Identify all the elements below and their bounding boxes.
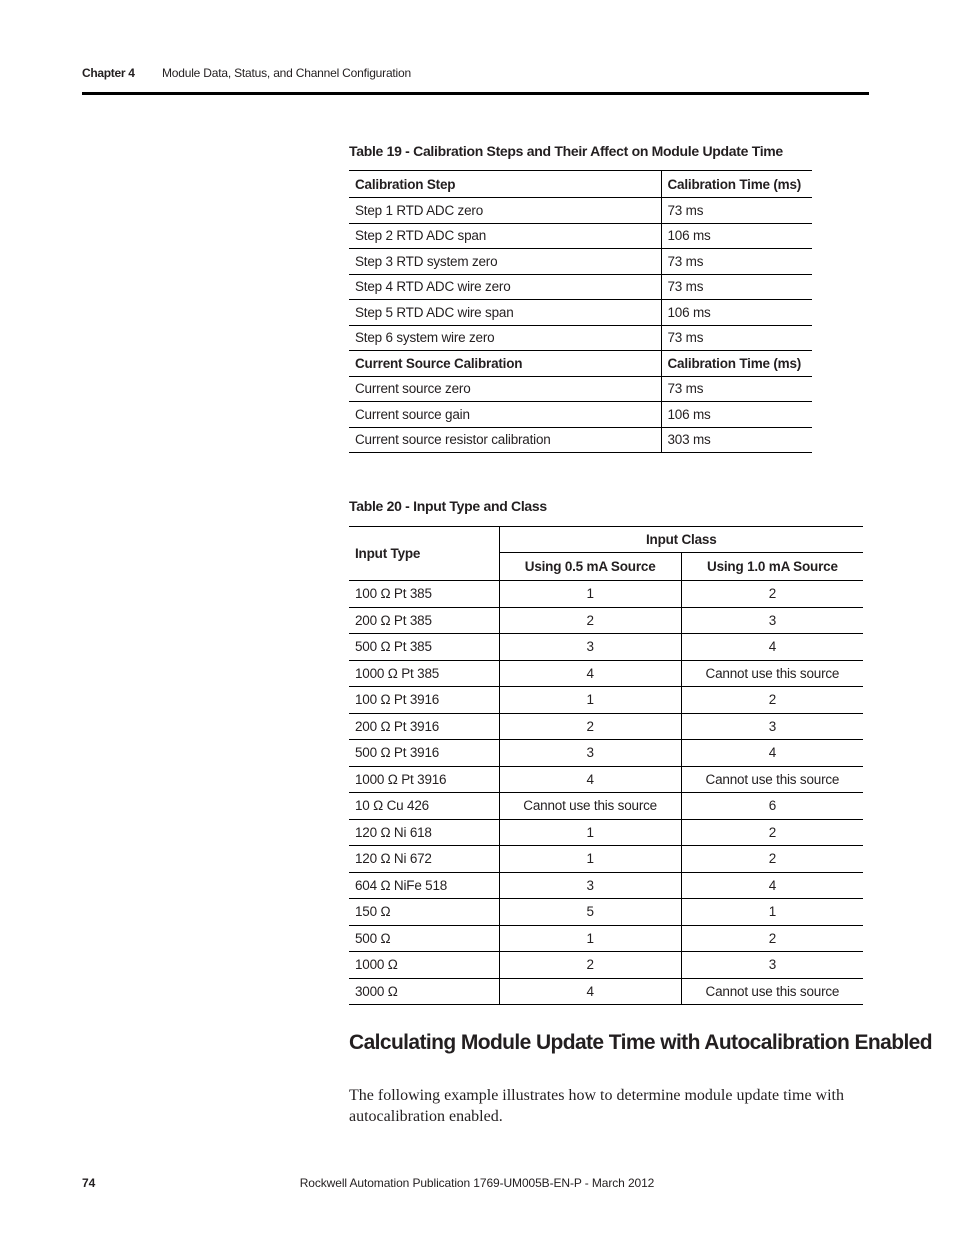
table-row — [349, 325, 812, 351]
table-cell: 1000 Ω Pt 385 — [349, 660, 499, 687]
table-cell: 1 — [499, 819, 681, 846]
table-cell: 4 — [499, 766, 681, 793]
table-row — [349, 300, 812, 326]
table-row — [349, 607, 863, 634]
table-cell: 106 ms — [661, 223, 812, 249]
table-cell: Step 5 RTD ADC wire span — [349, 300, 661, 326]
table-cell: 73 ms — [661, 274, 812, 300]
table-row — [349, 952, 863, 979]
column-header-input-class: Input Class — [499, 527, 863, 553]
table-cell: Cannot use this source — [681, 766, 863, 793]
table-cell: 100 Ω Pt 385 — [349, 581, 499, 608]
table-cell: 2 — [681, 846, 863, 873]
table-cell: 1 — [681, 899, 863, 926]
table-cell: 4 — [681, 872, 863, 899]
table-cell: Current source zero — [349, 376, 661, 402]
table-cell: 303 ms — [661, 427, 812, 453]
table-19-caption: Table 19 - Calibration Steps and Their Affect on Module Update Time — [349, 143, 783, 159]
table-row — [349, 793, 863, 820]
table-cell: 1 — [499, 581, 681, 608]
table-cell: Step 4 RTD ADC wire zero — [349, 274, 661, 300]
table-cell: 120 Ω Ni 672 — [349, 846, 499, 873]
table-cell: 1 — [499, 846, 681, 873]
table-row — [349, 687, 863, 714]
table-cell: 3 — [681, 607, 863, 634]
chapter-label: Chapter 4 — [82, 66, 135, 80]
table-row — [349, 223, 812, 249]
table-cell: Step 3 RTD system zero — [349, 249, 661, 275]
table-row — [349, 581, 863, 608]
table-cell: 10 Ω Cu 426 — [349, 793, 499, 820]
table-cell: 1000 Ω — [349, 952, 499, 979]
table-subheader-row — [349, 351, 812, 377]
table-cell: 4 — [681, 634, 863, 661]
table-row — [349, 925, 863, 952]
table-cell: 4 — [499, 660, 681, 687]
table-cell: 73 ms — [661, 376, 812, 402]
table-cell: 500 Ω Pt 3916 — [349, 740, 499, 767]
table-cell: 500 Ω — [349, 925, 499, 952]
table-row — [349, 198, 812, 224]
table-row — [349, 899, 863, 926]
publication-info: Rockwell Automation Publication 1769-UM005B-EN-P - March 2012 — [299, 1176, 655, 1190]
table-cell: 2 — [681, 687, 863, 714]
table-cell: 3 — [681, 713, 863, 740]
table-cell: 100 Ω Pt 3916 — [349, 687, 499, 714]
table-cell: 1 — [499, 687, 681, 714]
table-row — [349, 740, 863, 767]
table-20-caption: Table 20 - Input Type and Class — [349, 498, 547, 514]
table-cell: 2 — [499, 952, 681, 979]
section-title: Calculating Module Update Time with Autocalibration Enabled — [349, 1031, 932, 1054]
table-cell: 2 — [681, 925, 863, 952]
column-header: Current Source Calibration — [349, 351, 661, 377]
table-cell: Cannot use this source — [499, 793, 681, 820]
table-cell: 4 — [681, 740, 863, 767]
column-header: Calibration Time (ms) — [661, 171, 812, 198]
table-cell: 1000 Ω Pt 3916 — [349, 766, 499, 793]
table-row — [349, 713, 863, 740]
table-row — [349, 249, 812, 275]
chapter-title: Module Data, Status, and Channel Configuration — [162, 66, 411, 80]
table-cell: Current source resistor calibration — [349, 427, 661, 453]
table-cell: 120 Ω Ni 618 — [349, 819, 499, 846]
table-19 — [349, 170, 812, 453]
table-cell: 3000 Ω — [349, 978, 499, 1005]
table-cell: 1 — [499, 925, 681, 952]
table-cell: 500 Ω Pt 385 — [349, 634, 499, 661]
table-cell: Step 1 RTD ADC zero — [349, 198, 661, 224]
table-cell: 3 — [499, 634, 681, 661]
table-20 — [349, 526, 863, 1005]
table-row — [349, 872, 863, 899]
column-header-input-type: Input Type — [349, 527, 499, 581]
table-row — [349, 766, 863, 793]
table-cell: 6 — [681, 793, 863, 820]
page-header — [82, 66, 869, 95]
column-header-05ma: Using 0.5 mA Source — [499, 553, 681, 581]
table-row — [349, 427, 812, 453]
table-row — [349, 274, 812, 300]
table-cell: 2 — [499, 713, 681, 740]
table-cell: Cannot use this source — [681, 660, 863, 687]
table-cell: 3 — [681, 952, 863, 979]
table-cell: Cannot use this source — [681, 978, 863, 1005]
table-cell: 106 ms — [661, 300, 812, 326]
table-cell: Step 2 RTD ADC span — [349, 223, 661, 249]
column-header-10ma: Using 1.0 mA Source — [681, 553, 863, 581]
table-row — [349, 376, 812, 402]
table-cell: 2 — [681, 819, 863, 846]
table-cell: Current source gain — [349, 402, 661, 428]
table-cell: 604 Ω NiFe 518 — [349, 872, 499, 899]
table-row — [349, 819, 863, 846]
table-cell: 73 ms — [661, 198, 812, 224]
table-cell: 73 ms — [661, 325, 812, 351]
page-number: 74 — [82, 1176, 96, 1190]
table-cell: 106 ms — [661, 402, 812, 428]
table-cell: 3 — [499, 740, 681, 767]
table-row — [349, 660, 863, 687]
table-row — [349, 978, 863, 1005]
body-paragraph: The following example illustrates how to determine module update time with autocalibration enabled. — [349, 1087, 844, 1125]
table-cell: 2 — [681, 581, 863, 608]
table-cell: Step 6 system wire zero — [349, 325, 661, 351]
table-row — [349, 402, 812, 428]
table-cell: 200 Ω Pt 385 — [349, 607, 499, 634]
table-cell: 150 Ω — [349, 899, 499, 926]
table-header-row — [349, 527, 863, 553]
table-cell: 73 ms — [661, 249, 812, 275]
table-cell: 5 — [499, 899, 681, 926]
table-cell: 200 Ω Pt 3916 — [349, 713, 499, 740]
table-cell: 3 — [499, 872, 681, 899]
table-cell: 2 — [499, 607, 681, 634]
column-header: Calibration Time (ms) — [661, 351, 812, 377]
table-row — [349, 634, 863, 661]
table-cell: 4 — [499, 978, 681, 1005]
table-row — [349, 846, 863, 873]
column-header: Calibration Step — [349, 171, 661, 198]
table-header-row — [349, 171, 812, 198]
